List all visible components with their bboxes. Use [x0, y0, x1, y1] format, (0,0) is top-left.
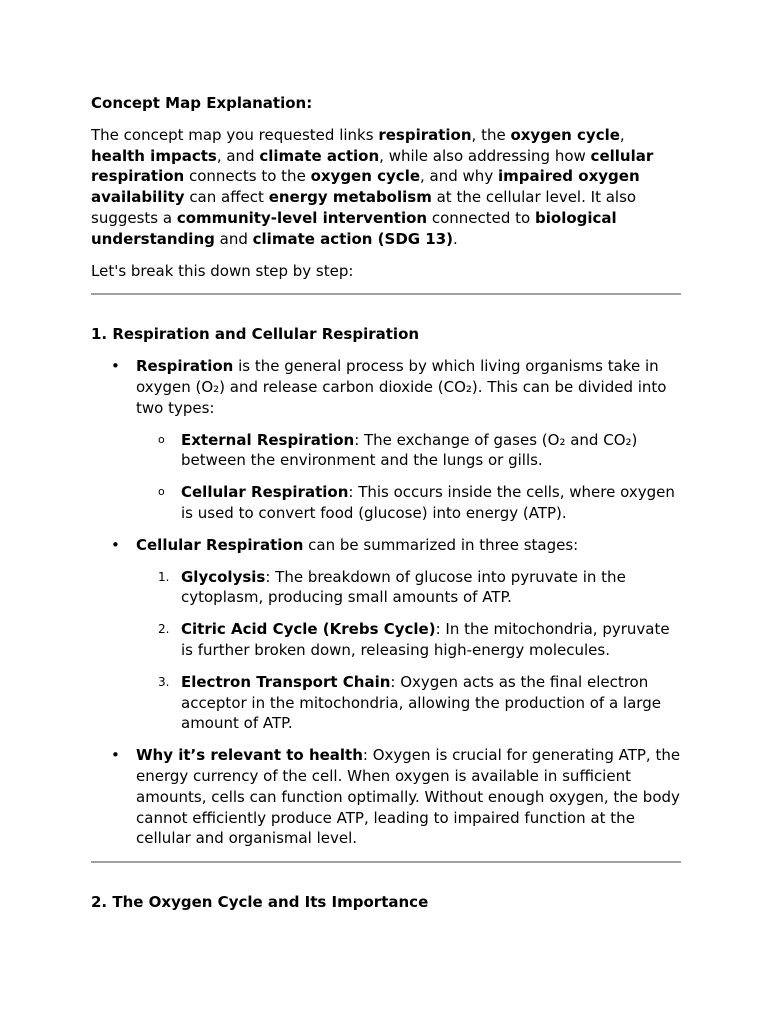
bullet-icon: •	[111, 746, 120, 765]
term-label: Glycolysis	[181, 567, 266, 586]
intro-keyword: impaired oxygen availability	[91, 167, 640, 207]
intro-text: .	[453, 229, 458, 248]
intro-text: connected to	[427, 208, 536, 227]
intro-keyword: oxygen cycle	[310, 167, 421, 186]
term-description: : The breakdown of glucose into pyruvate in the cytoplasm, producing small amounts of ATP.	[181, 567, 626, 607]
term-label: Respiration	[136, 357, 234, 376]
intro-text: at the cellular level. It also suggests a	[91, 188, 637, 227]
intro-text: connects to the	[184, 167, 311, 186]
term-label: Citric Acid Cycle (Krebs Cycle)	[181, 620, 436, 639]
list-item-text	[136, 356, 681, 418]
term-label: Electron Transport Chain	[181, 672, 391, 691]
circle-bullet-icon: o	[158, 485, 165, 499]
stage-item-electron-transport-chain	[91, 672, 681, 734]
sub-item-external-respiration	[91, 430, 681, 472]
intro-keyword: health impacts	[91, 146, 217, 165]
intro-keyword: oxygen cycle	[510, 125, 620, 144]
intro-text: The concept map you requested links	[91, 125, 379, 144]
intro-text: , and	[216, 146, 260, 165]
intro-keyword: respiration	[378, 125, 472, 144]
section-divider	[91, 293, 681, 295]
list-number: 1.	[158, 569, 170, 584]
intro-keyword: climate action (SDG 13)	[252, 229, 454, 248]
lead-text: Let's break this down step by step:	[91, 261, 354, 280]
list-item-text	[136, 745, 681, 849]
section-1-title: 1. Respiration and Cellular Respiration	[91, 325, 420, 344]
stage-item-glycolysis	[91, 567, 681, 609]
circle-bullet-icon: o	[158, 432, 165, 446]
list-item-cellular-respiration	[91, 535, 681, 556]
list-number: 2.	[158, 622, 170, 637]
bullet-icon: •	[111, 535, 120, 554]
term-label: External Respiration	[181, 430, 355, 449]
intro-text: , and why	[420, 167, 498, 186]
list-item-text	[136, 535, 681, 556]
term-description: : In the mitochondria, pyruvate is further broken down, releasing high-energy molecules.	[181, 620, 670, 659]
list-number: 3.	[158, 674, 170, 689]
intro-text: can affect	[184, 188, 269, 207]
list-item-text	[181, 482, 681, 524]
intro-keyword: biological understanding	[91, 208, 617, 248]
term-description: : Oxygen acts as the final electron acceptor in the mitochondria, allowing the production of a large amount of ATP.	[181, 672, 661, 733]
intro-text: , while also addressing how	[379, 146, 591, 165]
list-item-text	[181, 672, 681, 734]
section-2-title: 2. The Oxygen Cycle and Its Importance	[91, 893, 429, 912]
intro-text: and	[214, 229, 253, 248]
term-description: is the general process by which living organisms take in oxygen (O₂) and release carbon dioxide (CO₂). This can be divided into two types:	[136, 357, 667, 417]
intro-text: ,	[619, 125, 625, 144]
sub-item-cellular-respiration	[91, 482, 681, 524]
term-description: : The exchange of gases (O₂ and CO₂) between the environment and the lungs or gills.	[181, 430, 638, 470]
document-page	[91, 91, 681, 913]
list-item-health-relevance	[91, 745, 681, 849]
intro-paragraph	[91, 125, 681, 250]
term-description: : This occurs inside the cells, where oxygen is used to convert food (glucose) into energy (ATP).	[181, 483, 675, 522]
intro-keyword: climate action	[259, 146, 380, 165]
list-item-respiration	[91, 356, 681, 418]
page-title: Concept Map Explanation:	[91, 94, 313, 112]
term-label: Cellular Respiration	[136, 535, 304, 554]
term-label: Cellular Respiration	[181, 483, 349, 502]
stage-item-krebs-cycle	[91, 619, 681, 661]
term-label: Why it’s relevant to health	[136, 746, 363, 765]
intro-text: , the	[471, 125, 511, 144]
term-description: can be summarized in three stages:	[303, 535, 579, 554]
intro-keyword: cellular respiration	[91, 146, 654, 186]
section-divider	[91, 861, 681, 863]
term-description: : Oxygen is crucial for generating ATP, the energy currency of the cell. When oxygen is available in sufficient amounts, cells can function optimally. Without enough oxygen, the body cannot efficiently produce ATP, leading to impaired function at the cellular and organismal level.	[136, 746, 681, 848]
intro-keyword: energy metabolism	[268, 188, 432, 207]
list-item-text	[181, 430, 681, 472]
bullet-icon: •	[111, 357, 120, 376]
list-item-text	[181, 567, 681, 609]
intro-keyword: community-level intervention	[176, 208, 428, 227]
list-item-text	[181, 619, 681, 661]
